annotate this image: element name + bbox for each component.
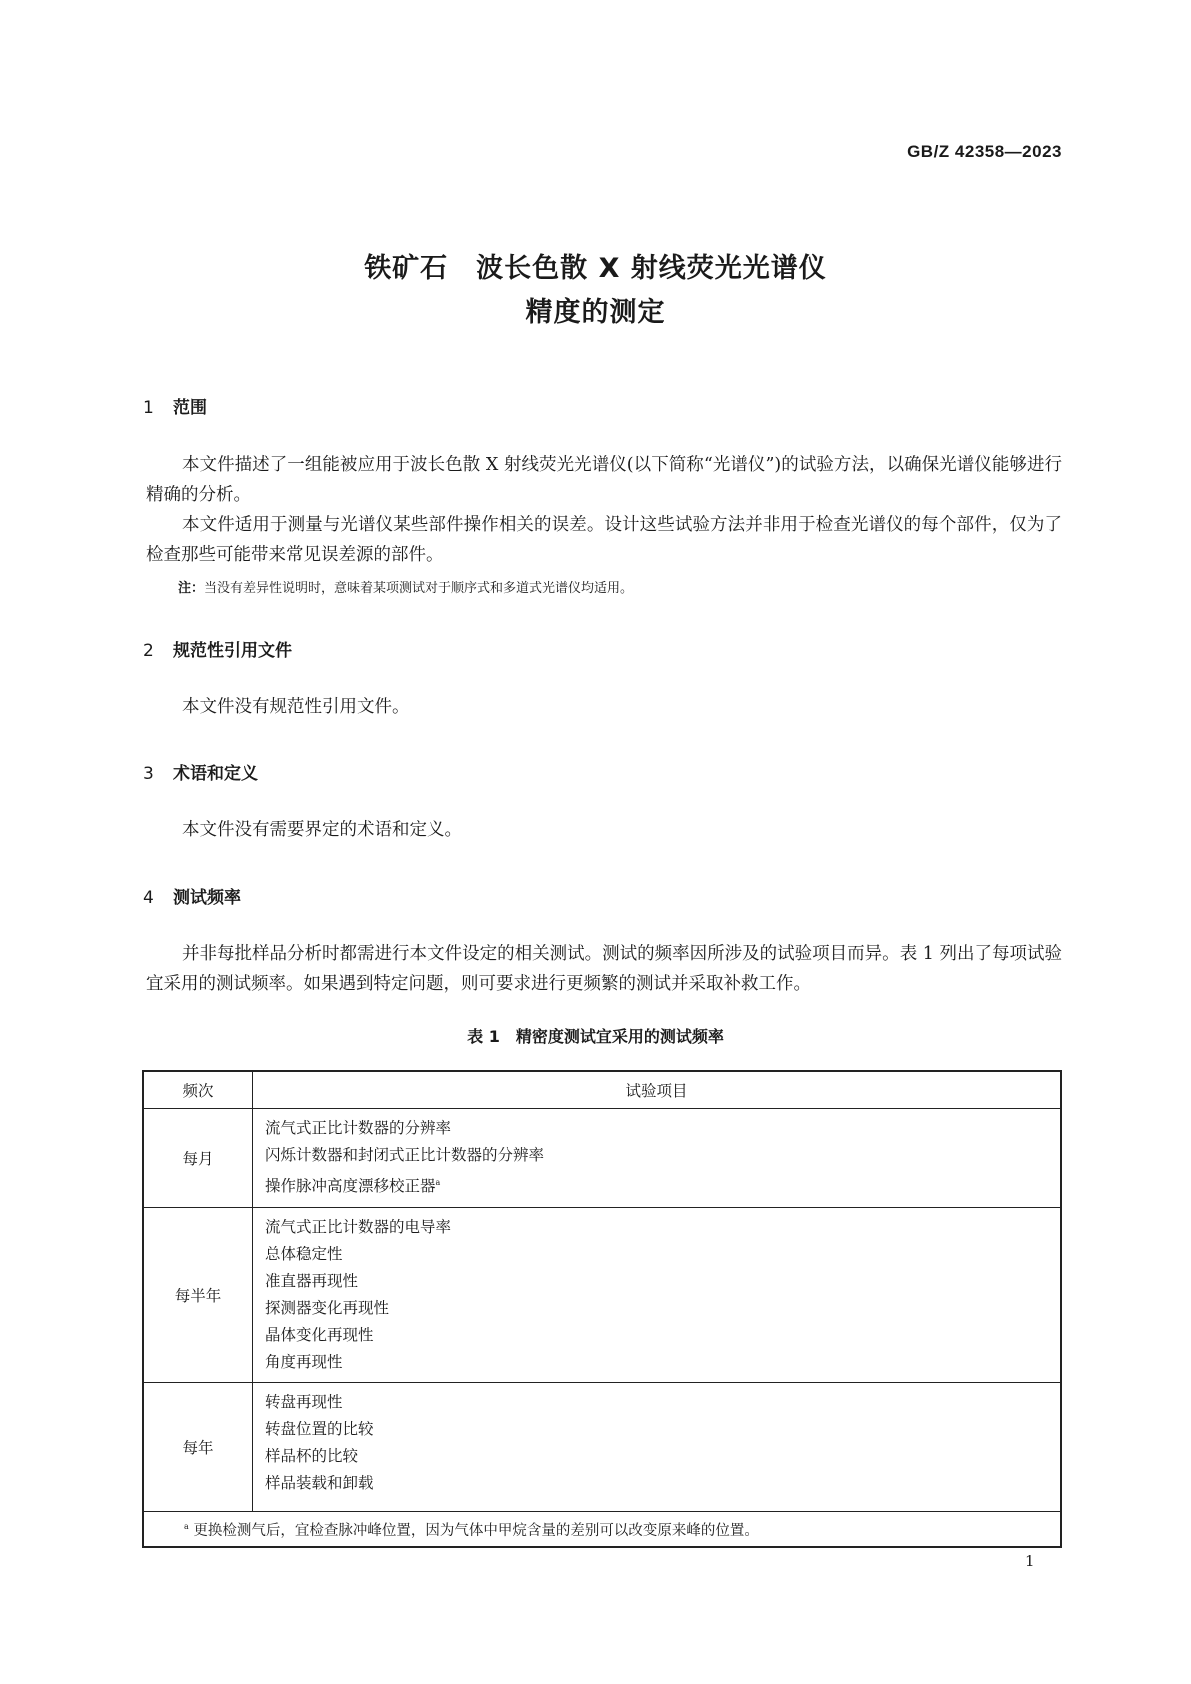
test-item: 样品杯的比较: [265, 1447, 359, 1465]
test-item: 转盘位置的比较: [265, 1420, 374, 1438]
test-item-text: 操作脉冲高度漂移校正器: [265, 1177, 436, 1196]
standard-number: GB/Z 42358—2023: [907, 142, 1062, 161]
table-row: [143, 1109, 1061, 1208]
column-header-items: 试验项目: [253, 1071, 1062, 1109]
section-number: 4: [143, 888, 154, 908]
table-footnote: [143, 1512, 1061, 1548]
column-header-frequency: 频次: [143, 1071, 253, 1109]
items-cell: [253, 1109, 1062, 1208]
section-heading-frequency: [143, 883, 241, 908]
document-title-line1: 铁矿石 波长色散 X 射线荧光光谱仪: [364, 253, 827, 284]
note-label: 注：: [178, 581, 205, 596]
test-item: [265, 1169, 1048, 1200]
page-number: 1: [1025, 1552, 1035, 1570]
document-title-line2: 精度的测定: [525, 297, 666, 328]
test-item: 探测器变化再现性: [265, 1299, 390, 1317]
section-number: 1: [143, 398, 154, 418]
frequency-table: [142, 1070, 1062, 1548]
paragraph: 本文件没有需要界定的术语和定义。: [182, 820, 462, 840]
items-cell: [253, 1208, 1062, 1383]
note-text: 当没有差异性说明时，意味着某项测试对于顺序式和多道式光谱仪均适用。: [204, 581, 634, 596]
footnote-mark: a: [435, 1178, 441, 1187]
test-item: 流气式正比计数器的分辨率: [265, 1119, 452, 1137]
table-row: [143, 1208, 1061, 1383]
note: [178, 577, 633, 596]
test-item: 转盘再现性: [265, 1393, 343, 1411]
section-number: 3: [143, 764, 154, 784]
test-item: 总体稳定性: [265, 1245, 343, 1263]
paragraph: 并非每批样品分析时都需进行本文件设定的相关测试。测试的频率因所涉及的试验项目而异。表 1 列出了每项试验宜采用的测试频率。如果遇到特定问题，则可要求进行更频繁的测试并采取补救工作。: [146, 944, 1062, 994]
section-title: 范围: [173, 398, 207, 418]
footnote-text: 更换检测气后，宜检查脉冲峰位置，因为气体中甲烷含量的差别可以改变原来峰的位置。: [193, 1522, 759, 1539]
section-title: 术语和定义: [173, 764, 258, 784]
section-heading-terms: [143, 759, 258, 784]
section-heading-scope: [143, 393, 207, 418]
section-title: 测试频率: [173, 888, 241, 908]
test-item: 样品装载和卸载: [265, 1474, 374, 1492]
test-item: 准直器再现性: [265, 1272, 359, 1290]
table-row: [143, 1383, 1061, 1512]
paragraph: 本文件适用于测量与光谱仪某些部件操作相关的误差。设计这些试验方法并非用于检查光谱仪的每个部件，仅为了检查那些可能带来常见误差源的部件。: [146, 515, 1062, 565]
footnote-mark: a: [184, 1521, 189, 1531]
test-item: 晶体变化再现性: [265, 1326, 374, 1344]
items-cell: [253, 1383, 1062, 1512]
table-caption: 表 1 精密度测试宜采用的测试频率: [467, 1027, 724, 1046]
section-number: 2: [143, 641, 154, 661]
test-item: 闪烁计数器和封闭式正比计数器的分辨率: [265, 1146, 545, 1164]
frequency-cell: 每年: [143, 1383, 253, 1512]
table-header-row: [143, 1071, 1061, 1109]
test-item: 角度再现性: [265, 1353, 343, 1371]
section-heading-references: [143, 636, 292, 661]
frequency-cell: 每月: [143, 1109, 253, 1208]
test-item: 流气式正比计数器的电导率: [265, 1218, 452, 1236]
table-footnote-row: [143, 1512, 1061, 1548]
frequency-cell: 每半年: [143, 1208, 253, 1383]
paragraph: 本文件没有规范性引用文件。: [182, 697, 410, 717]
section-title: 规范性引用文件: [173, 641, 292, 661]
paragraph: 本文件描述了一组能被应用于波长色散 X 射线荧光光谱仪(以下简称“光谱仪”)的试验方法，以确保光谱仪能够进行精确的分析。: [146, 455, 1062, 505]
